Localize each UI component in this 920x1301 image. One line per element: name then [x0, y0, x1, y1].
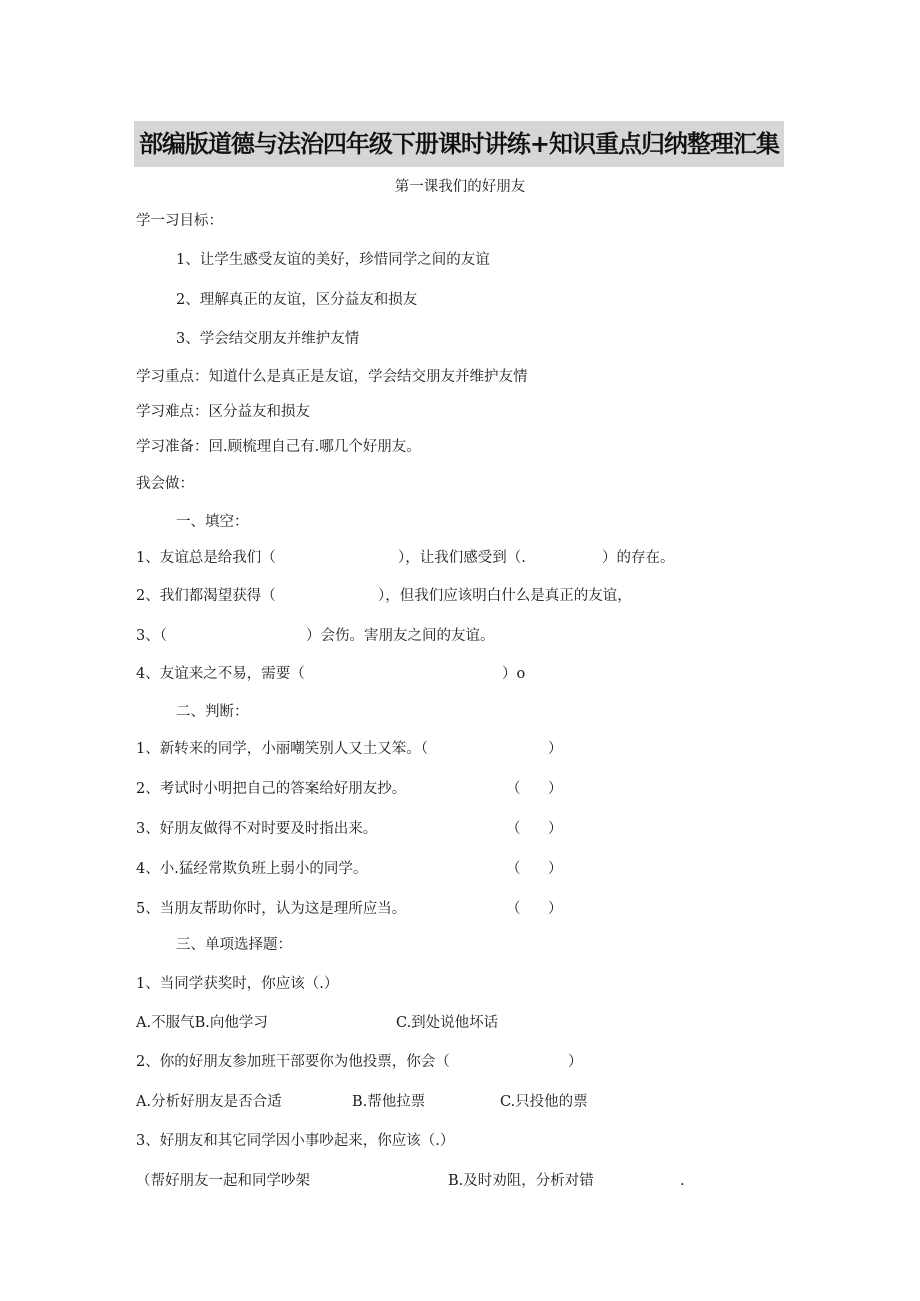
judge-item-5-open: （	[506, 901, 521, 917]
objective-item: 1、让学生感受友谊的美好，珍惜同学之间的友谊	[176, 252, 490, 268]
judge-item-5: 5、当朋友帮助你时，认为这是理所应当。	[136, 901, 407, 917]
choice-q1-option-c: C.到处说他坏话	[396, 1015, 499, 1031]
judge-item-4-open: （	[506, 861, 521, 877]
choice-q2-option-a: A.分析好朋友是否合适	[136, 1094, 282, 1110]
judge-item-1-close: ）	[548, 741, 563, 757]
choice-q3-trailing-mark: .	[680, 1173, 685, 1189]
choice-q2-option-b: B.帮他拉票	[352, 1094, 426, 1110]
fill-q4-part-b: ）o	[502, 666, 526, 682]
judge-item-4: 4、小.猛经常欺负班上弱小的同学。	[136, 861, 368, 877]
judge-item-4-close: ）	[548, 861, 563, 877]
lesson-title: 第一课我们的好朋友	[394, 179, 526, 195]
section-heading-fill: 一、填空：	[176, 514, 249, 530]
fill-q3-part-a: 3、（	[136, 628, 167, 644]
fill-q1-part-a: 1、友谊总是给我们（	[136, 550, 276, 566]
choice-q2-stem: 2、你的好朋友参加班干部要你为他投票，你会（	[136, 1054, 450, 1070]
fill-q1-part-b: ），让我们感受到（.	[398, 550, 526, 566]
fill-q4-part-a: 4、友谊来之不易，需要（	[136, 666, 305, 682]
fill-q3-part-b: ）会伤。害朋友之间的友谊。	[306, 628, 495, 644]
objective-item: 3、学会结交朋友并维护友情	[176, 331, 360, 347]
choice-q2-option-c: C.只投他的票	[500, 1094, 588, 1110]
judge-item-1: 1、新转来的同学，小丽嘲笑别人又土又笨。（	[136, 741, 428, 757]
i-can-do: 我会做：	[136, 476, 194, 492]
judge-item-3-open: （	[506, 821, 521, 837]
document-title: 部编版道德与法治四年级下册课时讲练+知识重点归纳整理汇集	[138, 130, 780, 158]
choice-q3-option-a: （帮好朋友一起和同学吵架	[136, 1173, 310, 1189]
section-heading-choice: 三、单项选择题：	[176, 937, 292, 953]
fill-q2-part-a: 2、我们都渴望获得（	[136, 588, 276, 604]
judge-item-2: 2、考试时小明把自己的答案给好朋友抄。	[136, 781, 407, 797]
choice-q1-options-ab: A.不服气B.向他学习	[136, 1015, 268, 1031]
objectives-heading: 学一习目标：	[136, 213, 223, 229]
choice-q3-stem: 3、好朋友和其它同学因小事吵起来，你应该（.）	[136, 1133, 455, 1149]
key-point: 学习重点：知道什么是真正是友谊，学会结交朋友并维护友情	[136, 369, 528, 385]
judge-item-3: 3、好朋友做得不对时要及时指出来。	[136, 821, 378, 837]
choice-q1-stem: 1、当同学获奖时，你应该（.）	[136, 976, 339, 992]
judge-item-2-close: ）	[548, 781, 563, 797]
objective-item: 2、理解真正的友谊，区分益友和损友	[176, 292, 418, 308]
judge-item-3-close: ）	[548, 821, 563, 837]
section-heading-judge: 二、判断：	[176, 704, 249, 720]
choice-q2-close: ）	[568, 1054, 583, 1070]
difficulty: 学习难点：区分益友和损友	[136, 404, 310, 420]
judge-item-5-close: ）	[548, 901, 563, 917]
judge-item-2-open: （	[506, 781, 521, 797]
choice-q3-option-b: B.及时劝阻，分析对错	[448, 1173, 594, 1189]
preparation: 学习准备：回.顾梳理自己有.哪几个好朋友。	[136, 439, 421, 455]
fill-q1-part-c: ）的存在。	[602, 550, 675, 566]
fill-q2-part-b: ），但我们应该明白什么是真正的友谊，	[378, 588, 632, 604]
